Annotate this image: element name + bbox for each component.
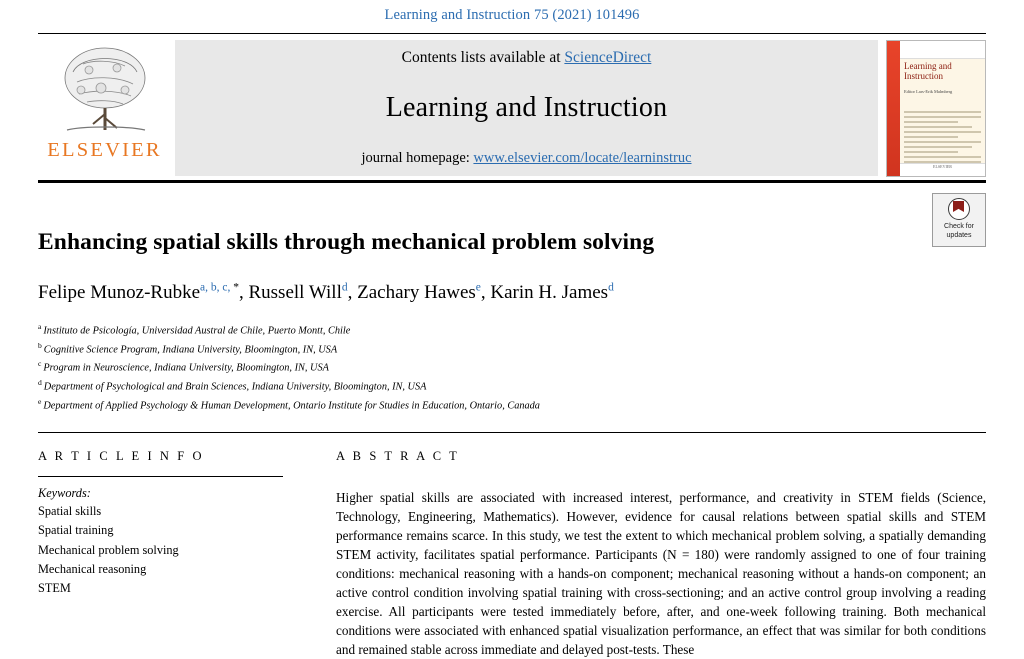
keyword-item: Spatial training [38, 523, 114, 538]
affiliation-marker: b [38, 340, 42, 350]
elsevier-wordmark: ELSEVIER [47, 139, 162, 161]
abstract-text: Higher spatial skills are associated with increased interest, performance, and creativity in STEM fields (Science, Technology, Engineering, Mathematics). However, evidence for causal relations between spatial skills and STEM performance remains scarce. In this study, we test the extent to which mechanical problem solving, a spatially demanding STEM activity, facilitates spatial performance. Participants (N = 180) were randomly assigned to one of four training conditions: mechanical reasoning with a hands-on component; mechanical reasoning without a hands-on component; an active control condition involving spatial training with cross-sectioning; and an active control group involving a reading exercise. All participants were tested immediately before, after, and one-week following training. Both mechanical conditions were associated with enhanced spatial visualization performance, an effect that was similar for both conditions and remained stable across immediate and delayed post-tests. These [336, 490, 986, 658]
author-entry [490, 282, 613, 303]
affiliation-text: Cognitive Science Program, Indiana University, Bloomington, IN, USA [43, 343, 338, 355]
author-affiliation-marks: d [608, 281, 614, 294]
author-name: Felipe Munoz-Rubke [38, 282, 201, 304]
author-entry [357, 282, 490, 303]
info-abstract-columns [38, 433, 986, 659]
contents-line [402, 49, 652, 67]
author-entry [38, 282, 248, 303]
author-affiliation-marks: e [475, 281, 481, 294]
journal-homepage-link[interactable]: www.elsevier.com/locate/learninstruc [473, 150, 692, 166]
author-list [38, 282, 986, 305]
homepage-line [361, 150, 691, 167]
title-block [38, 183, 986, 414]
affiliation-text: Program in Neuroscience, Indiana University, Bloomington, IN, USA [43, 362, 329, 374]
affiliation-text: Department of Applied Psychology & Human Development, Ontario Institute for Studies in Education, Ontario, Canada [43, 400, 540, 412]
cover-text-lines [904, 111, 981, 162]
keywords-label: Keywords: [38, 486, 91, 501]
journal-band [175, 40, 878, 176]
journal-cover-thumbnail[interactable] [886, 40, 986, 177]
elsevier-tree-icon [53, 42, 157, 138]
contents-prefix: Contents lists available at [401, 49, 565, 66]
abstract-column [300, 449, 986, 659]
cover-top-band [900, 41, 985, 59]
abstract-heading: A B S T R A C T [336, 449, 460, 464]
sciencedirect-link[interactable]: ScienceDirect [564, 49, 652, 66]
author-name: Zachary Hawes [357, 282, 476, 304]
cover-title: Learning and Instruction [904, 61, 952, 82]
cover-left-bar [887, 41, 900, 176]
journal-title: Learning and Instruction [385, 92, 668, 123]
crossmark-line1: Check for [944, 223, 974, 230]
author-affiliation-marks: a, b, c, [200, 281, 234, 294]
author-name: Russell Will [248, 282, 342, 304]
affiliation-item [38, 377, 986, 396]
crossmark-line2: updates [946, 231, 972, 239]
crossmark-label [944, 223, 974, 241]
keywords-list [38, 502, 300, 598]
author-name: Karin H. James [490, 282, 609, 304]
elsevier-logo [38, 40, 171, 176]
affiliation-item [38, 340, 986, 359]
homepage-prefix: journal homepage: [361, 150, 474, 166]
crossmark-badge[interactable] [932, 193, 986, 247]
author-separator: , [238, 282, 249, 304]
affiliation-marker: c [38, 359, 42, 369]
cover-subtitle: Editor Lars-Erik Malmberg [904, 89, 953, 94]
affiliation-item [38, 321, 986, 340]
affiliation-text: Instituto de Psicología, Universidad Austral de Chile, Puerto Montt, Chile [43, 325, 351, 337]
affiliation-item [38, 396, 986, 415]
author-entry [248, 282, 357, 303]
affiliation-list [38, 321, 986, 414]
keywords-rule [38, 476, 283, 477]
author-separator: , [347, 282, 358, 304]
keyword-item: Mechanical reasoning [38, 561, 147, 576]
article-info-heading: A R T I C L E I N F O [38, 449, 205, 464]
author-affiliation-marks: d [341, 281, 348, 294]
cover-footer: ELSEVIER [900, 163, 985, 176]
running-head: Learning and Instruction 75 (2021) 101496 [384, 7, 640, 23]
crossmark-icon [948, 198, 970, 220]
keyword-item: STEM [38, 580, 71, 595]
author-separator: , [480, 282, 491, 304]
affiliation-item [38, 358, 986, 377]
keyword-item: Mechanical problem solving [38, 542, 179, 557]
keyword-item: Spatial skills [38, 504, 102, 519]
journal-masthead [38, 33, 986, 176]
corresponding-author-marker: * [233, 281, 239, 294]
article-info-column [38, 449, 300, 659]
affiliation-marker: e [38, 396, 42, 406]
affiliation-text: Department of Psychological and Brain Sciences, Indiana University, Bloomington, IN, USA [43, 381, 427, 393]
page-title: Enhancing spatial skills through mechanical problem solving [38, 228, 655, 255]
affiliation-marker: a [38, 321, 42, 331]
affiliation-marker: d [38, 377, 42, 387]
